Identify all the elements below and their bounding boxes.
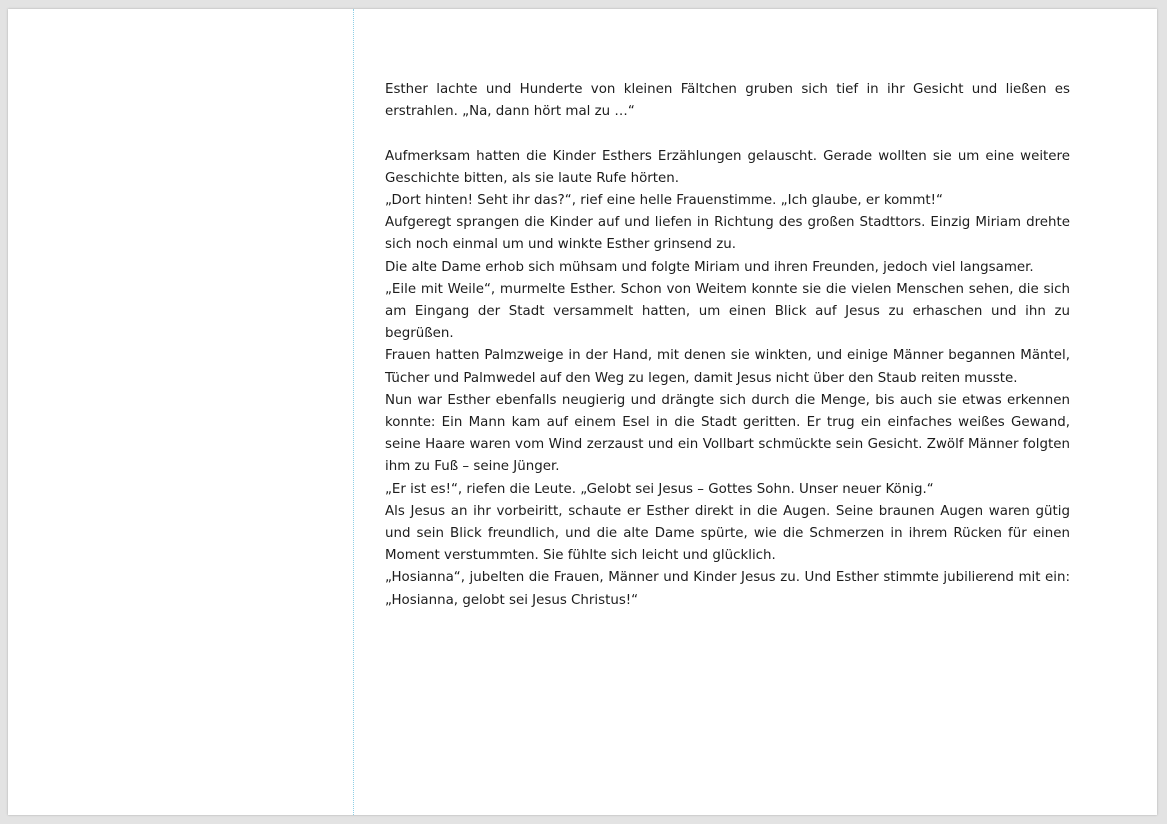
paragraph: Frauen hatten Palmzweige in der Hand, mit denen sie winkten, und einige Männer begannen Mäntel, Tücher und Palmwedel auf den Weg zu legen, damit Jesus nicht über den Staub reiten musste. xyxy=(385,348,1070,386)
document-page xyxy=(8,9,1157,815)
paragraph: „Hosianna“, jubelten die Frauen, Männer und Kinder Jesus zu. Und Esther stimmte jubilierend mit ein: „Hosianna, gelobt sei Jesus Christus!“ xyxy=(385,570,1070,608)
paragraph: Aufmerksam hatten die Kinder Esthers Erzählungen gelauscht. Gerade wollten sie um eine weitere Geschichte bitten, als sie laute Rufe hörten. xyxy=(385,148,1070,186)
paragraph: Aufgeregt sprangen die Kinder auf und liefen in Richtung des großen Stadttors. Einzig Miriam drehte sich noch einmal um und winkte Esther grinsend zu. xyxy=(385,215,1070,253)
paragraph: Als Jesus an ihr vorbeiritt, schaute er Esther direkt in die Augen. Seine braunen Augen waren gütig und sein Blick freundlich, und die alte Dame spürte, wie die Schmerzen in ihrem Rücken für einen Moment verstummten. Sie fühlte sich leicht und glücklich. xyxy=(385,503,1070,564)
paragraph-intro: Esther lachte und Hunderte von kleinen Fältchen gruben sich tief in ihr Gesicht und ließen es erstrahlen. „Na, dann hört mal zu …“ xyxy=(385,82,1070,120)
paragraph: „Dort hinten! Seht ihr das?“, rief eine helle Frauenstimme. „Ich glaube, er kommt!“ xyxy=(385,193,943,208)
story-text xyxy=(385,79,1070,612)
paragraph: „Er ist es!“, riefen die Leute. „Gelobt sei Jesus – Gottes Sohn. Unser neuer König.“ xyxy=(385,481,934,497)
paragraph: Nun war Esther ebenfalls neugierig und drängte sich durch die Menge, bis auch sie etwas erkennen konnte: Ein Mann kam auf einem Esel in die Stadt geritten. Er trug ein einfaches weißes Gewand, seine Haare waren vom Wind zerzaust und ein Vollbart schmückte sein Gesicht. Zwölf Männer folgten ihm zu Fuß – seine Jünger. xyxy=(385,392,1070,475)
paragraph: Die alte Dame erhob sich mühsam und folgte Miriam und ihren Freunden, jedoch viel langsamer. xyxy=(385,259,1034,275)
fold-guide-line xyxy=(353,9,354,815)
paragraph: „Eile mit Weile“, murmelte Esther. Schon von Weitem konnte sie die vielen Menschen sehen, die sich am Eingang der Stadt versammelt hatten, um einen Blick auf Jesus zu erhaschen und ihn zu begrüßen. xyxy=(385,281,1070,342)
